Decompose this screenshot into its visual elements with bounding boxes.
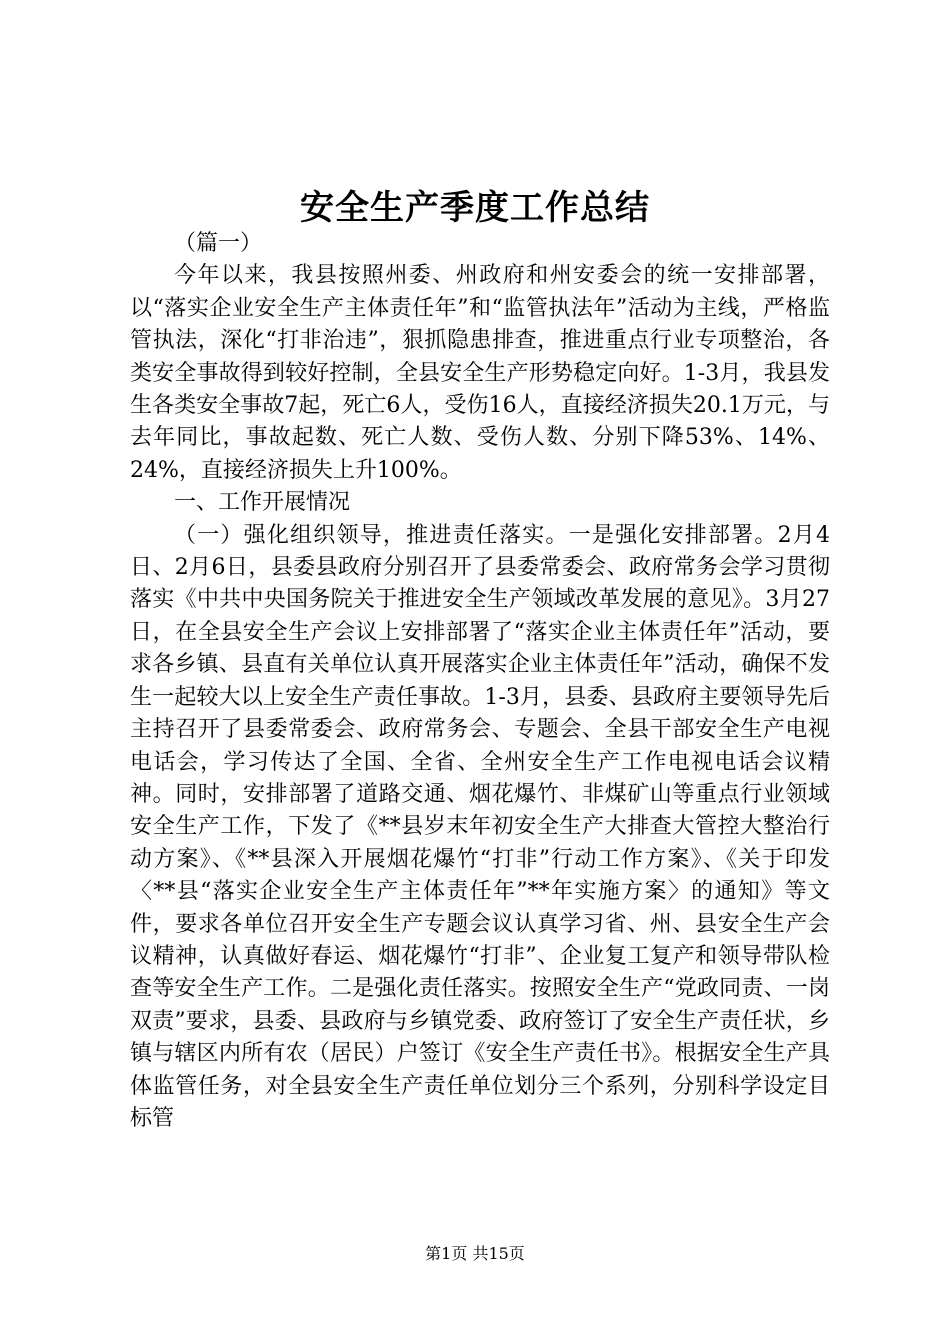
section-heading: 一、工作开展情况 xyxy=(174,490,351,516)
intro-paragraph: 今年以来，我县按照州委、州政府和州安委会的统一安排部署，以“落实企业安全生产主体责任年”和“监管执法年”活动为主线，严格监管执法，深化“打非治违”，狠抓隐患排查，推进重点行业专项整治，各类安全事故得到较好控制，全县安全生产形势稳定向好。1-3月，我县发生各类安全事故7起，死亡6人，受伤16人，直接经济损失20.1万元，与去年同比，事故起数、死亡人数、受伤人数、分别下降53%、14%、24%，直接经济损失上升100%。 xyxy=(130,263,830,483)
page-title: 安全生产季度工作总结 xyxy=(300,188,650,228)
document-body xyxy=(130,228,830,1135)
section-marker: （篇一） xyxy=(174,231,263,256)
page-footer: 第1页 共15页 xyxy=(425,1244,525,1263)
body-paragraph: （一）强化组织领导，推进责任落实。一是强化安排部署。2月4日、2月6日，县委县政府分别召开了县委常委会、政府常务会学习贯彻落实《中共中央国务院关于推进安全生产领域改革发展的意见》。3月27日，在全县安全生产会议上安排部署了“落实企业主体责任年”活动，要求各乡镇、县直有关单位认真开展落实企业主体责任年”活动，确保不发生一起较大以上安全生产责任事故。1-3月，县委、县政府主要领导先后主持召开了县委常委会、政府常务会、专题会、全县干部安全生产电视电话会，学习传达了全国、全省、全州安全生产工作电视电话会议精神。同时，安排部署了道路交通、烟花爆竹、非煤矿山等重点行业领域安全生产工作，下发了《**县岁末年初安全生产大排查大管控大整治行动方案》、《**县深入开展烟花爆竹“打非”行动工作方案》、《关于印发〈**县“落实企业安全生产主体责任年”**年实施方案〉的通知》等文件，要求各单位召开安全生产专题会议认真学习省、州、县安全生产会议精神，认真做好春运、烟花爆竹“打非”、企业复工复产和领导带队检查等安全生产工作。二是强化责任落实。按照安全生产“党政同责、一岗双责”要求，县委、县政府与乡镇党委、政府签订了安全生产责任状，乡镇与辖区内所有农（居民）户签订《安全生产责任书》。根据安全生产具体监管任务，对全县安全生产责任单位划分三个系列，分别科学设定目标管 xyxy=(130,522,830,1131)
